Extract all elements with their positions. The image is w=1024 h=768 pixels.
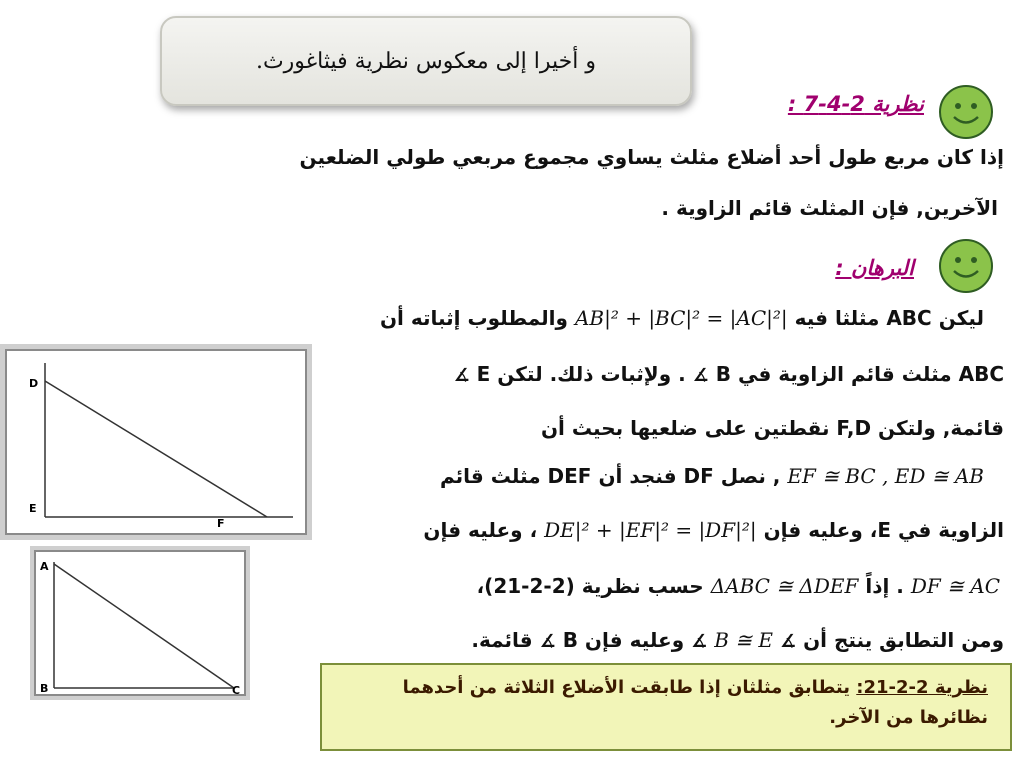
title-box bbox=[160, 16, 692, 106]
proof-line-1-part-b: والمطلوب إثباته أن bbox=[379, 306, 568, 330]
angle-icon: ∡ bbox=[691, 631, 708, 652]
proof-line-7-congruence: B ≅ E bbox=[714, 628, 773, 652]
triangle-def-figure bbox=[0, 344, 312, 540]
proof-line-4-text: , نصل DF فنجد أن DEF مثلث قائم bbox=[439, 464, 781, 488]
proof-line-4 bbox=[440, 464, 984, 488]
vertex-label-b: B bbox=[40, 682, 49, 695]
proof-line-6 bbox=[477, 574, 1000, 598]
angle-icon: ∡ bbox=[779, 631, 797, 652]
vertex-label-d: D bbox=[29, 377, 39, 390]
proof-line-1 bbox=[380, 306, 984, 330]
smiley-icon bbox=[938, 238, 994, 294]
triangle-abc-figure bbox=[30, 546, 250, 700]
proof-line-1-part-a: ليكن ABC مثلثا فيه bbox=[794, 306, 984, 330]
proof-heading: البرهان : bbox=[835, 256, 914, 280]
vertex-label-e: E bbox=[29, 502, 37, 515]
theorem-heading: نظرية 2-4-7 : bbox=[787, 92, 924, 116]
statement-line-1: إذا كان مربع طول أحد أضلاع مثلث يساوي مجموع مربعي طولي الضلعين bbox=[299, 145, 1004, 169]
proof-line-7-part-a: ومن التطابق ينتج أن bbox=[803, 628, 1004, 652]
proof-line-3: قائمة, ولتكن F,D نقطتين على ضلعيها بحيث أن bbox=[540, 416, 1004, 440]
angle-icon: ∡ bbox=[692, 365, 709, 386]
note-text: يتطابق مثلثان إذا طابقت الأضلاع الثلاثة من أحدهما نظائرها من الآخر. bbox=[402, 677, 988, 728]
proof-line-6-part-a: . إذاً bbox=[865, 574, 904, 598]
note-label: نظرية 2-2-21: bbox=[856, 677, 988, 698]
proof-line-6-equation-1: DF ≅ AC bbox=[910, 574, 1000, 598]
proof-line-7 bbox=[471, 628, 1004, 652]
proof-line-6-equation-2: ΔABC ≅ ΔDEF bbox=[710, 574, 859, 598]
proof-line-4-equation: EF ≅ BC , ED ≅ AB bbox=[787, 464, 984, 488]
proof-line-6-part-b: حسب نظرية (2-2-21)، bbox=[476, 574, 704, 598]
proof-line-7-part-c: وعليه فإن B bbox=[562, 628, 685, 652]
triangle-def-diagram bbox=[5, 349, 307, 535]
triangle-abc-diagram bbox=[34, 550, 246, 696]
proof-line-2-part-b: . ولإثبات ذلك. لتكن E bbox=[476, 362, 686, 386]
slide-title: و أخيرا إلى معكوس نظرية فيثاغورث. bbox=[255, 48, 597, 74]
vertex-label-f: F bbox=[217, 517, 225, 530]
angle-icon: ∡ bbox=[539, 631, 556, 652]
proof-line-5-equation: |DE|² + |EF|² = |DF|² bbox=[544, 518, 757, 542]
theorem-note-box bbox=[320, 663, 1012, 751]
proof-line-5 bbox=[423, 518, 1004, 542]
proof-line-5-part-a: الزاوية في E، وعليه فإن bbox=[763, 518, 1004, 542]
proof-line-7-part-d: قائمة. bbox=[471, 628, 533, 652]
proof-line-2 bbox=[454, 362, 1004, 386]
vertex-label-c: C bbox=[232, 684, 241, 696]
proof-line-5-part-b: ، وعليه فإن bbox=[423, 518, 538, 542]
proof-line-1-equation: |AB|² + |BC|² = |AC|² bbox=[574, 306, 788, 330]
angle-icon: ∡ bbox=[453, 365, 470, 386]
statement-line-2: الآخرين, فإن المثلث قائم الزاوية . bbox=[661, 196, 998, 220]
vertex-label-a: A bbox=[40, 560, 49, 573]
proof-line-2-part-a: ABC مثلث قائم الزاوية في B bbox=[715, 362, 1004, 386]
smiley-icon bbox=[938, 84, 994, 140]
